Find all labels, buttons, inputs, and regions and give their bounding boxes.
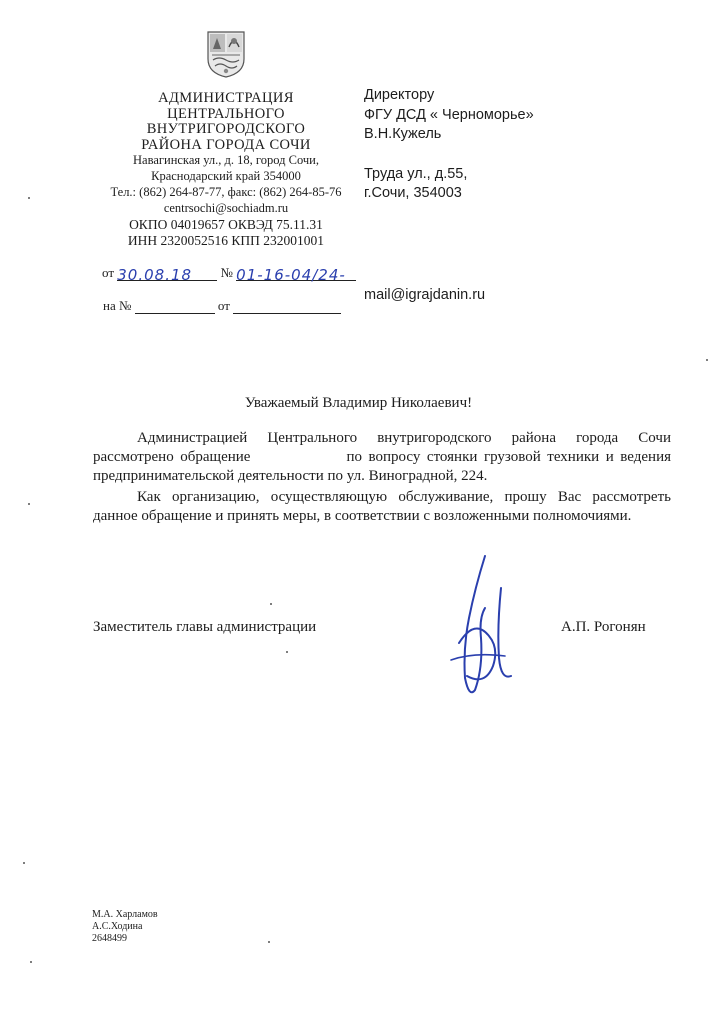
paragraph-text: по вопросу стоянки грузовой техники и ведения предпринимательской деятельности по ул. Виноградной, 224. <box>93 449 671 484</box>
coat-of-arms-emblem <box>205 29 247 79</box>
addressee-line: г.Сочи, 354003 <box>364 185 462 201</box>
sender-address: Навагинская ул., д. 18, город Сочи, <box>133 153 319 168</box>
scan-speck <box>286 651 288 653</box>
reference-date-field <box>233 299 341 314</box>
handwritten-number: 01-16-04/24- <box>236 266 346 284</box>
outgoing-number-row <box>102 265 356 284</box>
sender-block <box>95 91 357 250</box>
addressee-block <box>364 86 534 204</box>
signer-name: А.П. Рогонян <box>561 619 646 635</box>
scan-speck <box>28 197 30 199</box>
scan-speck <box>706 359 708 361</box>
sender-org-line: ЦЕНТРАЛЬНОГО <box>167 105 285 122</box>
signer-position: Заместитель главы администрации <box>93 619 317 635</box>
sender-org-line: РАЙОНА ГОРОДА СОЧИ <box>141 136 311 153</box>
addressee-email: mail@igrajdanin.ru <box>364 287 486 303</box>
number-label: № <box>220 265 233 280</box>
addressee-line: В.Н.Кужель <box>364 126 442 142</box>
handwritten-signature <box>445 548 525 708</box>
salutation: Уважаемый Владимир Николаевич! <box>244 395 473 411</box>
scan-speck <box>23 862 25 864</box>
scan-speck <box>28 503 30 505</box>
addressee-line: ФГУ ДСД « Черноморье» <box>364 106 534 123</box>
date-field <box>117 266 217 284</box>
sender-org-line: АДМИНИСТРАЦИЯ <box>158 90 294 106</box>
number-field <box>236 266 356 284</box>
paragraph <box>93 429 671 486</box>
executor-name: А.С.Ходина <box>92 921 143 932</box>
addressee-line: Директору <box>364 87 435 103</box>
sender-codes: ИНН 2320052516 КПП 232001001 <box>127 233 325 249</box>
sender-org-line: ВНУТРИГОРОДСКОГО <box>146 121 306 138</box>
sender-email: centrsochi@sochiadm.ru <box>163 200 289 215</box>
reference-number-field <box>135 299 215 314</box>
date-label: от <box>102 265 115 280</box>
scan-speck <box>30 961 32 963</box>
reference-number-row <box>103 298 341 314</box>
scan-speck <box>268 941 270 943</box>
executor-footer <box>92 909 158 945</box>
executor-phone: 2648499 <box>92 933 127 944</box>
sender-phone: Тел.: (862) 264-87-77, факс: (862) 264-85-76 <box>110 184 342 199</box>
letter-body <box>93 429 671 526</box>
handwritten-date: 30.08.18 <box>117 266 193 284</box>
sender-codes: ОКПО 04019657 ОКВЭД 75.11.31 <box>129 216 323 232</box>
paragraph: Как организацию, осуществляющую обслуживание, прошу Вас рассмотреть данное обращение и принять меры, в соответствии с возложенными полномочиями. <box>93 489 671 524</box>
paragraph-text: Администрацией Центрального внутригородского района города Сочи рассмотрено обращение <box>93 430 671 465</box>
executor-name: М.А. Харламов <box>92 909 158 920</box>
reference-label: на № <box>103 298 132 313</box>
scan-speck <box>270 603 272 605</box>
reference-date-label: от <box>217 298 230 313</box>
addressee-line: Труда ул., д.55, <box>364 165 468 182</box>
sender-address: Краснодарский край 354000 <box>151 169 301 184</box>
